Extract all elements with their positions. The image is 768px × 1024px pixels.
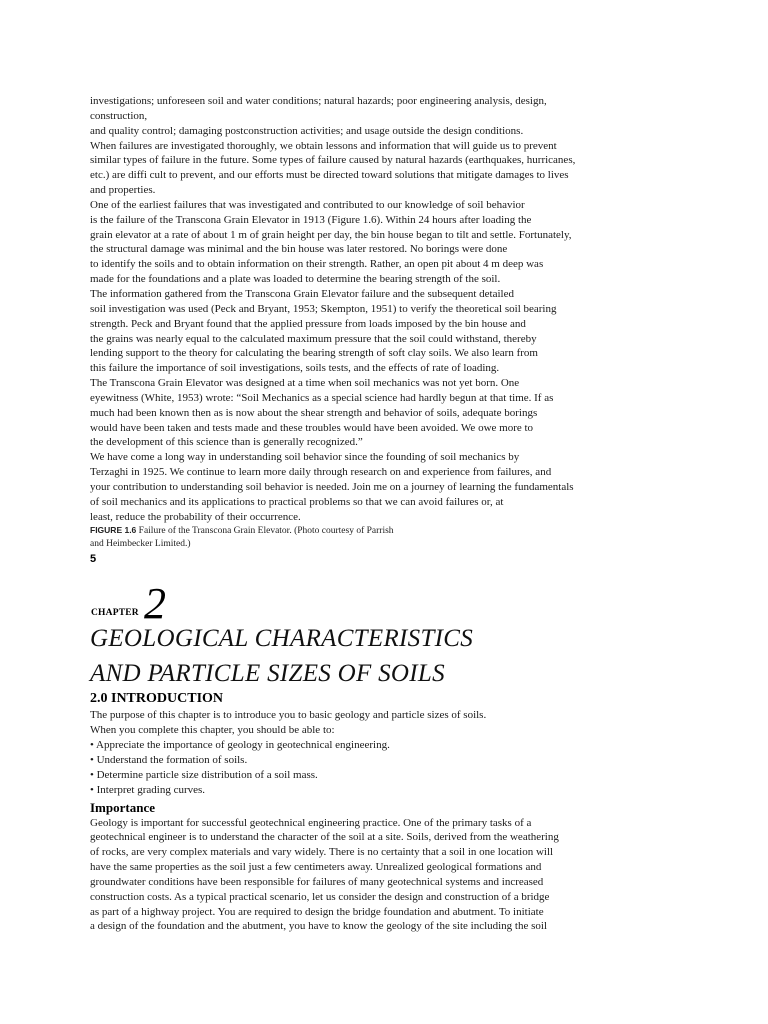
page-number: 5 (90, 553, 97, 566)
text-line: of rocks, are very complex materials and vary widely. There is no certainty that a soil in one location will (90, 846, 554, 859)
caption-line-1 (90, 524, 670, 538)
text-line: The purpose of this chapter is to introduce you to basic geology and particle sizes of soils. (90, 709, 487, 722)
text-line: grain elevator at a rate of about 1 m of grain height per day, the bin house began to tilt and settle. Fortunately, (90, 228, 572, 241)
text-line: strength. Peck and Bryant found that the applied pressure from loads imposed by the bin house and (90, 317, 526, 330)
body-text-top (90, 94, 670, 524)
text-line: to identify the soils and to obtain information on their strength. Rather, an open pit about 4 m deep was (90, 258, 544, 271)
text-line: eyewitness (White, 1953) wrote: “Soil Mechanics as a special science had hardly begun at that time. If as (90, 391, 554, 404)
figure-caption (90, 524, 670, 551)
text-line: construction costs. As a typical practical scenario, let us consider the design and construction of a bridge (90, 890, 550, 903)
text-line: One of the earliest failures that was investigated and contributed to our knowledge of soil behavior (90, 198, 525, 211)
text-line: When failures are investigated thoroughly, we obtain lessons and information that will guide us to prevent (90, 139, 557, 152)
text-line: The Transcona Grain Elevator was designed at a time when soil mechanics was not yet born. One (90, 377, 520, 390)
text-line: have the same properties as the soil just a few centimeters away. Unrealized geological formations and (90, 861, 542, 874)
text-line: soil investigation was used (Peck and Bryant, 1953; Skempton, 1951) to verify the theoretical soil bearing (90, 302, 557, 315)
text-line: Geology is important for successful geotechnical engineering practice. One of the primary tasks of a (90, 816, 532, 829)
text-line: the structural damage was minimal and the bin house was later restored. No borings were done (90, 243, 508, 256)
text-line: this failure the importance of soil investigations, soils tests, and the effects of rate of loading. (90, 362, 500, 375)
chapter-number: 2 (144, 579, 166, 629)
caption-line-2: and Heimbecker Limited.) (90, 539, 191, 550)
text-line: least, reduce the probability of their occurrence. (90, 510, 301, 523)
chapter-title-line-1: GEOLOGICAL CHARACTERISTICS (90, 625, 474, 653)
text-line: your contribution to understanding soil behavior is needed. Join me on a journey of learning the fundamentals (90, 480, 574, 493)
bullet-item: • Appreciate the importance of geology in geotechnical engineering. (90, 739, 390, 752)
text-line: is the failure of the Transcona Grain Elevator in 1913 (Figure 1.6). Within 24 hours after loading the (90, 213, 532, 226)
chapter-title-line-2: AND PARTICLE SIZES OF SOILS (90, 660, 445, 688)
figure-label: FIGURE 1.6 (90, 525, 137, 536)
text-line: construction, (90, 109, 148, 122)
text-line: and quality control; damaging postconstruction activities; and usage outside the design conditions. (90, 124, 524, 137)
text-line: investigations; unforeseen soil and water conditions; natural hazards; poor engineering analysis, design, (90, 95, 547, 107)
text-line: the grains was nearly equal to the calculated maximum pressure that the soil could withstand, thereby (90, 332, 537, 345)
subsection-heading-importance: Importance (90, 799, 155, 815)
document-page (90, 94, 670, 934)
text-line: and properties. (90, 184, 156, 197)
text-line: The information gathered from the Transcona Grain Elevator failure and the subsequent detailed (90, 287, 514, 300)
text-line: made for the foundations and a plate was loaded to determine the bearing strength of the soil. (90, 273, 501, 286)
text-line: of soil mechanics and its applications to practical problems so that we can avoid failures or, at (90, 495, 504, 508)
bullet-item: • Understand the formation of soils. (90, 754, 248, 766)
text-line: as part of a highway project. You are required to design the bridge foundation and abutment. To initiate (90, 905, 544, 918)
bullet-item: • Determine particle size distribution of a soil mass. (90, 768, 318, 781)
text-line: similar types of failure in the future. Some types of failure caused by natural hazards (earthquakes, hurricanes, (90, 154, 576, 167)
text-line: much had been known then as is now about the shear strength and behavior of soils, adequate borings (90, 406, 538, 419)
text-line: When you complete this chapter, you should be able to: (90, 724, 335, 737)
chapter-word: CHAPTER (91, 608, 139, 619)
text-line: geotechnical engineer is to understand the character of the soil at a site. Soils, derived from the weathering (90, 831, 559, 844)
text-line: a design of the foundation and the abutment, you have to know the geology of the site including the soil (90, 920, 548, 933)
bullet-item: • Interpret grading curves. (90, 783, 206, 796)
intro-text (90, 708, 670, 797)
text-line: We have come a long way in understanding soil behavior since the founding of soil mechanics by (90, 451, 520, 464)
text-line: lending support to the theory for calculating the bearing strength of soft clay soils. We also learn from (90, 347, 538, 360)
chapter-heading (90, 579, 670, 629)
text-line: etc.) are diffi cult to prevent, and our efforts must be directed toward solutions that mitigate damages to lives (90, 169, 569, 182)
importance-text (90, 816, 670, 935)
caption-text: Failure of the Transcona Grain Elevator. (Photo courtesy of Parrish (136, 526, 394, 537)
text-line: would have been taken and tests made and these troubles would have been avoided. We owe more to (90, 421, 534, 434)
section-heading-introduction: 2.0 INTRODUCTION (90, 691, 224, 707)
text-line: the development of this science than is generally recognized.” (90, 436, 363, 449)
text-line: groundwater conditions have been responsible for failures of many geotechnical systems and increased (90, 875, 544, 888)
text-line: Terzaghi in 1925. We continue to learn more daily through research on and experience from failures, and (90, 466, 552, 479)
